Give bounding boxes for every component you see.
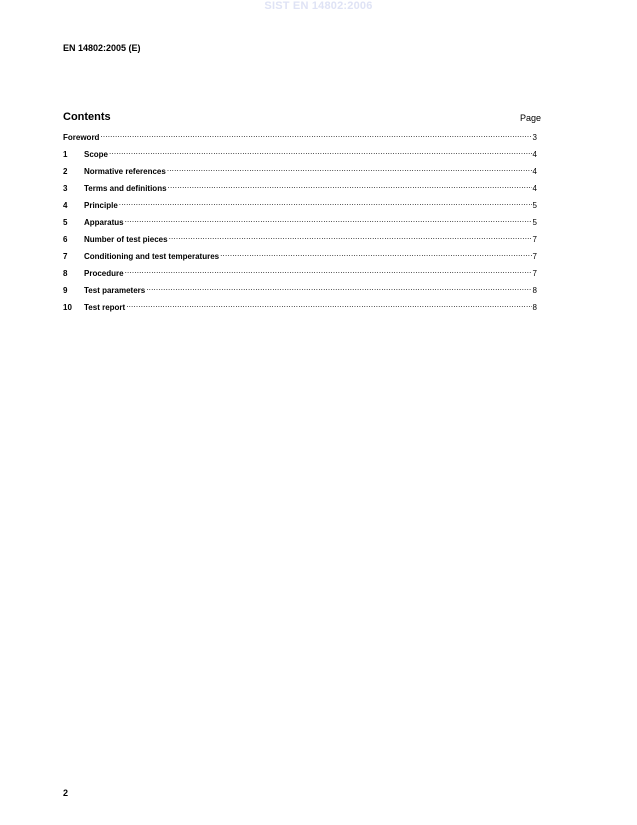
toc-entry-number-of-test-pieces[interactable] bbox=[63, 232, 537, 249]
toc-entry-scope[interactable] bbox=[63, 147, 537, 164]
toc-entry-conditioning[interactable] bbox=[63, 249, 537, 266]
table-of-contents bbox=[63, 130, 537, 317]
toc-entry-page: 4 bbox=[532, 184, 537, 193]
toc-entry-title: Procedure bbox=[84, 269, 124, 278]
toc-entry-test-parameters[interactable] bbox=[63, 283, 537, 300]
toc-entry-page: 4 bbox=[532, 150, 537, 159]
toc-entry-title: Conditioning and test temperatures bbox=[84, 252, 220, 261]
toc-entry-foreword[interactable] bbox=[63, 130, 537, 147]
watermark: SIST EN 14802:2006 bbox=[264, 0, 373, 12]
dot-leader bbox=[109, 147, 532, 157]
toc-entry-normative-references[interactable] bbox=[63, 164, 537, 181]
toc-entry-number: 4 bbox=[63, 201, 68, 210]
dot-leader bbox=[167, 164, 532, 174]
toc-entry-title: Scope bbox=[84, 150, 109, 159]
toc-entry-page: 7 bbox=[532, 235, 537, 244]
toc-entry-number: 5 bbox=[63, 218, 68, 227]
toc-entry-number: 7 bbox=[63, 252, 68, 261]
toc-entry-number: 10 bbox=[63, 303, 72, 312]
toc-entry-title: Number of test pieces bbox=[84, 235, 168, 244]
toc-entry-title: Test parameters bbox=[84, 286, 146, 295]
toc-entry-number: 3 bbox=[63, 184, 68, 193]
toc-entry-title: Principle bbox=[84, 201, 118, 210]
toc-entry-page: 3 bbox=[532, 133, 537, 142]
toc-entry-title: Apparatus bbox=[84, 218, 124, 227]
dot-leader bbox=[125, 215, 532, 225]
toc-entry-page: 5 bbox=[532, 218, 537, 227]
dot-leader bbox=[100, 130, 531, 140]
toc-entry-page: 8 bbox=[532, 303, 537, 312]
page-column-label: Page bbox=[519, 113, 541, 123]
dot-leader bbox=[169, 232, 532, 242]
dot-leader bbox=[126, 300, 531, 310]
toc-entry-number: 9 bbox=[63, 286, 68, 295]
toc-entry-title: Foreword bbox=[63, 133, 100, 142]
toc-entry-test-report[interactable] bbox=[63, 300, 537, 317]
dot-leader bbox=[125, 266, 532, 276]
toc-entry-page: 4 bbox=[532, 167, 537, 176]
toc-entry-number: 1 bbox=[63, 150, 68, 159]
toc-entry-number: 6 bbox=[63, 235, 68, 244]
toc-entry-title: Test report bbox=[84, 303, 126, 312]
dot-leader bbox=[146, 283, 531, 293]
document-id: EN 14802:2005 (E) bbox=[63, 43, 141, 53]
toc-entry-page: 8 bbox=[532, 286, 537, 295]
toc-entry-number: 8 bbox=[63, 269, 68, 278]
toc-entry-terms-and-definitions[interactable] bbox=[63, 181, 537, 198]
toc-entry-page: 7 bbox=[532, 269, 537, 278]
dot-leader bbox=[119, 198, 532, 208]
toc-entry-procedure[interactable] bbox=[63, 266, 537, 283]
toc-entry-title: Normative references bbox=[84, 167, 166, 176]
toc-entry-apparatus[interactable] bbox=[63, 215, 537, 232]
page-number: 2 bbox=[63, 788, 69, 798]
toc-entry-page: 7 bbox=[532, 252, 537, 261]
toc-entry-title: Terms and definitions bbox=[84, 184, 167, 193]
toc-entry-number: 2 bbox=[63, 167, 68, 176]
dot-leader bbox=[168, 181, 532, 191]
contents-heading: Contents bbox=[63, 111, 111, 123]
dot-leader bbox=[220, 249, 531, 259]
toc-entry-principle[interactable] bbox=[63, 198, 537, 215]
toc-entry-page: 5 bbox=[532, 201, 537, 210]
